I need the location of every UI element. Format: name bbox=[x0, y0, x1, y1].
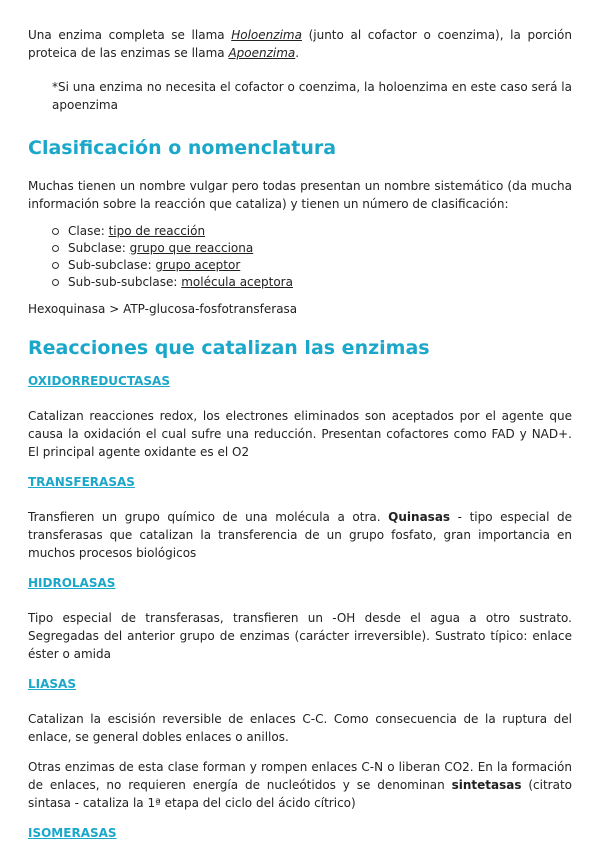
list-item-subclase bbox=[52, 240, 572, 257]
hidrolasas-paragraph: Tipo especial de transferasas, transfieren un -OH desde el agua a otro sustrato. Segregadas del anterior grupo de enzimas (carácter irreversible). Sustrato típico: enlace éster o amida bbox=[28, 611, 572, 661]
liasas-paragraph-2 bbox=[28, 758, 572, 812]
liasas-link[interactable]: LIASAS bbox=[28, 677, 76, 691]
list-item-value: tipo de reacción bbox=[108, 224, 206, 238]
list-item-sub-sub-subclase bbox=[52, 274, 572, 291]
intro-text-2: (junto al cofactor o coenzima), la porción proteica de las enzimas se llama bbox=[28, 28, 572, 60]
list-item-label: Sub-subclase: bbox=[68, 258, 156, 272]
clasificacion-paragraph: Muchas tienen un nombre vulgar pero todas presentan un nombre sistemático (da mucha información sobre la reacción que cataliza) y tienen un número de clasificación: bbox=[28, 179, 572, 211]
transferasas-paragraph bbox=[28, 508, 572, 562]
intro-paragraph bbox=[28, 26, 572, 62]
list-item-label: Clase: bbox=[68, 224, 109, 238]
list-item-label: Sub-sub-subclase: bbox=[68, 275, 182, 289]
oxidorreductasas-paragraph: Catalizan reacciones redox, los electrones eliminados son aceptados por el agente que causa la oxidación el cual sufre una reducción. Presentan cofactores como FAD y NAD+. El principal agente oxidante es el O2 bbox=[28, 409, 572, 459]
clasificacion-heading: Clasificación o nomenclatura bbox=[28, 137, 337, 159]
quinasas-term: Quinasas bbox=[388, 510, 451, 524]
reacciones-heading: Reacciones que catalizan las enzimas bbox=[28, 337, 430, 359]
list-item-value: molécula aceptora bbox=[181, 275, 293, 289]
list-item-clase bbox=[52, 223, 572, 240]
isomerasas-link[interactable]: ISOMERASAS bbox=[28, 826, 117, 840]
transferasas-text-1: Transfieren un grupo químico de una molécula a otra. bbox=[28, 510, 389, 524]
transferasas-text-2: - tipo especial de transferasas que catalizan la transferencia de un grupo fosfato, gran importancia en muchos procesos biológicos bbox=[28, 510, 572, 560]
hexoquinasa-example: Hexoquinasa > ATP-glucosa-fosfotransferasa bbox=[28, 302, 298, 316]
list-item-value: grupo que reacciona bbox=[129, 241, 254, 255]
note-paragraph: *Si una enzima no necesita el cofactor o coenzima, la holoenzima en este caso será la apoenzima bbox=[52, 80, 572, 112]
document-content bbox=[28, 26, 572, 842]
liasas-paragraph-1: Catalizan la escisión reversible de enlaces C-C. Como consecuencia de la ruptura del enlace, se general dobles enlaces o anillos. bbox=[28, 712, 572, 744]
liasas-text-2b: (citrato sintasa - cataliza la 1ª etapa del ciclo del ácido cítrico) bbox=[28, 778, 572, 810]
intro-text-3: . bbox=[295, 46, 300, 60]
oxidorreductasas-link[interactable]: OXIDORREDUCTASAS bbox=[28, 374, 170, 388]
hidrolasas-link[interactable]: HIDROLASAS bbox=[28, 576, 116, 590]
holoenzima-term: Holoenzima bbox=[231, 28, 302, 42]
liasas-text-2a: Otras enzimas de esta clase forman y rompen enlaces C-N o liberan CO2. En la formación de enlaces, no requieren energía de nucleótidos y se denominan bbox=[28, 760, 572, 792]
list-item-label: Subclase: bbox=[68, 241, 130, 255]
transferasas-link[interactable]: TRANSFERASAS bbox=[28, 475, 135, 489]
list-item-value: grupo aceptor bbox=[155, 258, 241, 272]
clasificacion-list bbox=[28, 223, 572, 291]
intro-text-1: Una enzima completa se llama bbox=[28, 28, 232, 42]
apoenzima-term: Apoenzima bbox=[228, 46, 296, 60]
sintetasas-term: sintetasas bbox=[451, 778, 522, 792]
list-item-sub-subclase bbox=[52, 257, 572, 274]
